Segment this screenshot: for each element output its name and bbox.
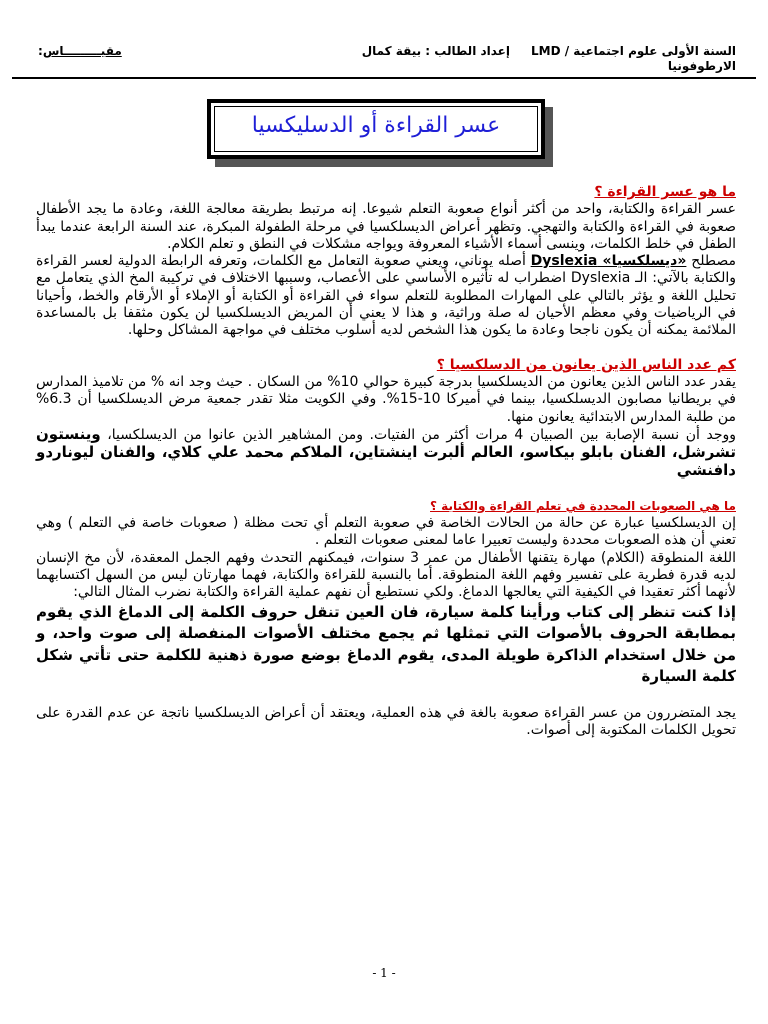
title-box	[207, 99, 545, 159]
document-body	[36, 184, 736, 739]
section3-paragraph2: اللغة المنطوقة (الكلام) مهارة يتقنها الأطفال من عمر 3 سنوات، فيمكنهم التحدث وفهم الجمل المعقدة، لأن مخ الإنسان لديه قدرة فطرية على تفسير وفهم اللغة المنطوقة. أما بالنسبة للقراءة والكتابة، فهما مهارتان ليس من السهل اكتسابهما لأنهما أكثر تعقيدا في الكيفية التي يعالجها الدماغ. ولكي نستطيع أن نفهم عملية القراءة والكتابة نضرب المثال التالي:	[36, 549, 736, 601]
section2-famous-names: وينستون تشرشل، الفنان بابلو بيكاسو، العالم ألبرت اينشتاين، الملاكم محمد علي كلاي، والفنان ليوناردو دافنشي	[36, 424, 736, 480]
header-author: إعداد الطالب : بيقة كمال	[361, 44, 510, 58]
section2-intro: ووجد أن نسبة الإصابة بين الصبيان 4 مرات أكثر من الفتيات. ومن المشاهير الذين عانوا من الديسلكسيا،	[107, 426, 737, 443]
section2-paragraph2	[36, 426, 736, 481]
section1-term: «ديسلكسيا» Dyslexia	[530, 253, 687, 270]
spacer	[36, 340, 736, 357]
section1-question: ما هو عسر القراءة ؟	[594, 184, 736, 200]
section3-question: ما هي الصعوبات المحددة في تعلم القراءة والكتابة ؟	[430, 498, 736, 513]
page-number: - 1 -	[372, 966, 396, 980]
section1-definition: أصله يوناني، ويعني صعوبة التعامل مع الكلمات، وتعرفه الرابطة الدولية لعسر القراءة والكتابة بالآتي: الـ Dyslexia اضطراب له تأثيره الأساسي على الأعصاب، وسببها الاختلاف في تركيبة المخ الذي يتعامل مع تحليل اللغة و يؤثر بالتالي على المهارات المطلوبة للتعلم سواء في القراءة أو الكتابة أو الإملاء أو الأرقام والخط، وأحيانا في الرياضيات وفي معظم الأحيان له صلة وراثية، و هذا لا يعني أن المريض الديسلكسيا لن يكون مثقفا بل بالمساعدة الملائمة يمكنه أن يكون ناجحا وعادة ما يكون هذا الشخص لديه أسلوب مختلف في مواجهة المشاكل وحلها.	[36, 253, 737, 339]
section3-paragraph1: إن الديسلكسيا عبارة عن حالة من الحالات الخاصة في صعوبة التعلم أي تحت مظلة ( صعوبات خاصة في التعلم ) وهي تعني أن هذه الصعوبات محددة وليست تعبيرا عاما لمعنى صعوبات التعلم .	[36, 515, 736, 549]
header-scale-label: مقيـــــــــاس	[42, 44, 122, 58]
section2-paragraph1: يقدر عدد الناس الذين يعانون من الديسلكسيا بدرجة كبيرة حوالي 10% من السكان . حيث وجد انه % من تلاميذ المدارس في بريطانيا مصابون الديسلكسيا، بينما في أميركا 10-15%. وفي الكويت مثلا تقدر جمعية مرض الديسلكسيا أن 6.3% من طلبة المدارس الابتدائية يعانون منها.	[36, 373, 736, 425]
page-header	[34, 40, 736, 76]
spacer	[36, 688, 736, 705]
document-title: عسر القراءة أو الدسليكسيا	[251, 113, 501, 138]
section1-paragraph1: عسر القراءة والكتابة، واحد من أكثر أنواع صعوبة التعلم شيوعا. إنه مرتبط بطريقة معالجة اللغة، وعادة ما يجد الأطفال صعوبة في القراءة والكتابة والتهجي. وتظهر أعراض الديسلكسيا في مرحلة الطفولة المبكرة، عند السنة الرابعة عندما يبدأ الطفل في خلط الكلمات، وينسى أسماء الأشياء المعروفة ويواجه مشكلات في النطق و تعلم الكلام.	[36, 201, 736, 252]
header-scale-colon: :	[38, 44, 43, 58]
section1-paragraph2	[36, 253, 736, 339]
section3-example: إذا كنت تنظر إلى كتاب ورأينا كلمة سيارة، فان العين تنقل حروف الكلمة إلى الدماغ الذي يقوم بمطابقة الحروف بالأصوات التي تمثلها ثم يجمع مختلف الأصوات المنفصلة إلى صوت واحد، و من خلال استخدام الذاكرة طويلة المدى، يقوم الدماغ بوضع صورة ذهنية للكلمة حتى تأتي شكل كلمة السيارة	[36, 602, 736, 686]
section3-paragraph4: يجد المتضررون من عسر القراءة صعوبة بالغة في هذه العملية، ويعتقد أن أعراض الديسلكسيا ناتجة عن عدم القدرة على تحويل الكلمات المكتوبة إلى أصوات.	[36, 704, 736, 738]
section2-question: كم عدد الناس الذين يعانون من الدسلكسيا ؟	[436, 356, 736, 373]
header-year: السنة الأولى علوم اجتماعية / LMD	[531, 44, 736, 58]
header-specialty: الارطوفونيا	[667, 59, 736, 73]
section1-term-intro: مصطلح	[691, 253, 736, 270]
header-rule	[12, 77, 756, 79]
spacer	[36, 481, 736, 498]
header-scale	[38, 44, 122, 58]
